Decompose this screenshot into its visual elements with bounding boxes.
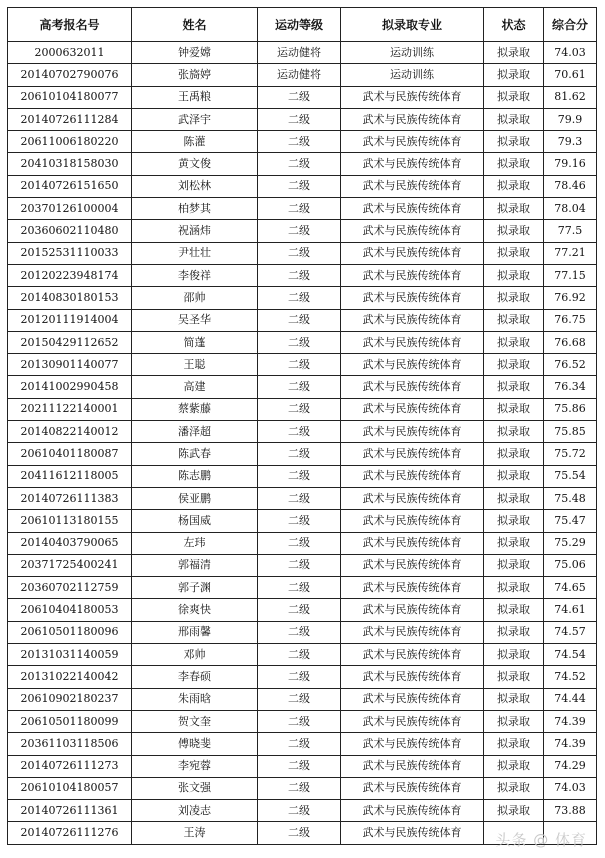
cell-major: 武术与民族传统体育 bbox=[341, 376, 484, 398]
header-sport-level: 运动等级 bbox=[258, 8, 341, 42]
cell-status: 拟录取 bbox=[484, 42, 544, 64]
cell-registration-number: 20130901140077 bbox=[8, 354, 132, 376]
cell-sport-level: 二级 bbox=[258, 577, 341, 599]
cell-sport-level: 二级 bbox=[258, 710, 341, 732]
cell-registration-number: 20140726151650 bbox=[8, 175, 132, 197]
cell-registration-number: 20131031140059 bbox=[8, 644, 132, 666]
cell-name: 吴圣华 bbox=[132, 309, 258, 331]
cell-registration-number: 20611006180220 bbox=[8, 131, 132, 153]
cell-score: 75.72 bbox=[544, 443, 597, 465]
cell-status: 拟录取 bbox=[484, 599, 544, 621]
table-row bbox=[8, 443, 597, 465]
cell-status: 拟录取 bbox=[484, 264, 544, 286]
cell-status: 拟录取 bbox=[484, 108, 544, 130]
cell-sport-level: 二级 bbox=[258, 554, 341, 576]
cell-registration-number: 20360702112759 bbox=[8, 577, 132, 599]
table-row bbox=[8, 309, 597, 331]
cell-score: 75.86 bbox=[544, 398, 597, 420]
cell-status: 拟录取 bbox=[484, 443, 544, 465]
cell-major: 武术与民族传统体育 bbox=[341, 309, 484, 331]
cell-status: 拟录取 bbox=[484, 220, 544, 242]
cell-score: 78.46 bbox=[544, 175, 597, 197]
cell-status: 拟录取 bbox=[484, 487, 544, 509]
watermark: 头条 @ 体育 bbox=[495, 831, 587, 849]
cell-major: 武术与民族传统体育 bbox=[341, 198, 484, 220]
cell-score: 77.5 bbox=[544, 220, 597, 242]
cell-major: 武术与民族传统体育 bbox=[341, 577, 484, 599]
cell-registration-number: 20610104180057 bbox=[8, 777, 132, 799]
cell-name: 王禹粮 bbox=[132, 86, 258, 108]
cell-status: 拟录取 bbox=[484, 198, 544, 220]
cell-status: 拟录取 bbox=[484, 777, 544, 799]
cell-name: 高建 bbox=[132, 376, 258, 398]
header-major: 拟录取专业 bbox=[341, 8, 484, 42]
cell-name: 简蓬 bbox=[132, 331, 258, 353]
cell-registration-number: 20361103118506 bbox=[8, 733, 132, 755]
admission-table bbox=[7, 7, 597, 845]
cell-name: 朱雨晗 bbox=[132, 688, 258, 710]
cell-major: 武术与民族传统体育 bbox=[341, 688, 484, 710]
cell-major: 武术与民族传统体育 bbox=[341, 175, 484, 197]
cell-score: 74.39 bbox=[544, 733, 597, 755]
cell-name: 蔡紫藤 bbox=[132, 398, 258, 420]
cell-major: 运动训练 bbox=[341, 42, 484, 64]
cell-status: 拟录取 bbox=[484, 621, 544, 643]
cell-registration-number: 20140403790065 bbox=[8, 532, 132, 554]
table-row bbox=[8, 131, 597, 153]
cell-registration-number: 20120223948174 bbox=[8, 264, 132, 286]
cell-sport-level: 二级 bbox=[258, 86, 341, 108]
cell-sport-level: 二级 bbox=[258, 376, 341, 398]
cell-score: 74.65 bbox=[544, 577, 597, 599]
cell-major: 武术与民族传统体育 bbox=[341, 777, 484, 799]
cell-major: 武术与民族传统体育 bbox=[341, 666, 484, 688]
cell-name: 陈灌 bbox=[132, 131, 258, 153]
cell-score: 74.52 bbox=[544, 666, 597, 688]
cell-name: 柏梦其 bbox=[132, 198, 258, 220]
cell-registration-number: 20150429112652 bbox=[8, 331, 132, 353]
cell-registration-number: 20152531110033 bbox=[8, 242, 132, 264]
cell-name: 李春硕 bbox=[132, 666, 258, 688]
cell-status: 拟录取 bbox=[484, 666, 544, 688]
cell-status: 拟录取 bbox=[484, 710, 544, 732]
cell-major: 武术与民族传统体育 bbox=[341, 108, 484, 130]
cell-name: 李宛蓉 bbox=[132, 755, 258, 777]
cell-registration-number: 20411612118005 bbox=[8, 465, 132, 487]
cell-score: 79.3 bbox=[544, 131, 597, 153]
cell-name: 钟爱嫦 bbox=[132, 42, 258, 64]
cell-registration-number: 20610902180237 bbox=[8, 688, 132, 710]
cell-registration-number: 20120111914004 bbox=[8, 309, 132, 331]
cell-score: 79.16 bbox=[544, 153, 597, 175]
cell-score: 77.15 bbox=[544, 264, 597, 286]
cell-status: 拟录取 bbox=[484, 131, 544, 153]
cell-status: 拟录取 bbox=[484, 242, 544, 264]
cell-major: 武术与民族传统体育 bbox=[341, 153, 484, 175]
cell-sport-level: 二级 bbox=[258, 421, 341, 443]
cell-registration-number: 20140726111273 bbox=[8, 755, 132, 777]
cell-sport-level: 二级 bbox=[258, 153, 341, 175]
cell-sport-level: 二级 bbox=[258, 465, 341, 487]
table-row bbox=[8, 465, 597, 487]
header-status: 状态 bbox=[484, 8, 544, 42]
cell-name: 傅晓斐 bbox=[132, 733, 258, 755]
cell-status: 拟录取 bbox=[484, 354, 544, 376]
cell-name: 徐爽快 bbox=[132, 599, 258, 621]
cell-score: 75.85 bbox=[544, 421, 597, 443]
table-row bbox=[8, 554, 597, 576]
cell-status: 拟录取 bbox=[484, 153, 544, 175]
cell-registration-number: 20610401180087 bbox=[8, 443, 132, 465]
cell-sport-level: 二级 bbox=[258, 443, 341, 465]
cell-sport-level: 二级 bbox=[258, 800, 341, 822]
cell-score: 76.92 bbox=[544, 287, 597, 309]
table-row bbox=[8, 376, 597, 398]
cell-sport-level: 运动健将 bbox=[258, 64, 341, 86]
table-row bbox=[8, 287, 597, 309]
table-row bbox=[8, 599, 597, 621]
cell-score: 70.61 bbox=[544, 64, 597, 86]
cell-score: 75.06 bbox=[544, 554, 597, 576]
cell-major: 武术与民族传统体育 bbox=[341, 710, 484, 732]
cell-score: 76.75 bbox=[544, 309, 597, 331]
cell-sport-level: 二级 bbox=[258, 220, 341, 242]
cell-status: 拟录取 bbox=[484, 577, 544, 599]
header-row bbox=[8, 8, 597, 42]
cell-score: 74.57 bbox=[544, 621, 597, 643]
cell-registration-number: 20131022140042 bbox=[8, 666, 132, 688]
cell-sport-level: 二级 bbox=[258, 198, 341, 220]
cell-registration-number: 20360602110480 bbox=[8, 220, 132, 242]
cell-score: 76.34 bbox=[544, 376, 597, 398]
cell-sport-level: 二级 bbox=[258, 822, 341, 844]
cell-major: 武术与民族传统体育 bbox=[341, 532, 484, 554]
table-row bbox=[8, 777, 597, 799]
cell-registration-number: 20610104180077 bbox=[8, 86, 132, 108]
cell-sport-level: 二级 bbox=[258, 599, 341, 621]
cell-major: 武术与民族传统体育 bbox=[341, 264, 484, 286]
table-header bbox=[8, 8, 597, 42]
cell-name: 杨国威 bbox=[132, 510, 258, 532]
cell-score: 74.29 bbox=[544, 755, 597, 777]
cell-score: 75.29 bbox=[544, 532, 597, 554]
cell-status: 拟录取 bbox=[484, 532, 544, 554]
cell-name: 武泽宇 bbox=[132, 108, 258, 130]
cell-registration-number: 2000632011 bbox=[8, 42, 132, 64]
table-row bbox=[8, 354, 597, 376]
cell-score: 78.04 bbox=[544, 198, 597, 220]
cell-score: 81.62 bbox=[544, 86, 597, 108]
cell-sport-level: 二级 bbox=[258, 131, 341, 153]
table-body bbox=[8, 42, 597, 845]
cell-name: 李俊祥 bbox=[132, 264, 258, 286]
table-row bbox=[8, 710, 597, 732]
cell-status: 拟录取 bbox=[484, 688, 544, 710]
header-registration-number: 高考报名号 bbox=[8, 8, 132, 42]
cell-registration-number: 20140726111284 bbox=[8, 108, 132, 130]
cell-sport-level: 二级 bbox=[258, 666, 341, 688]
cell-status: 拟录取 bbox=[484, 398, 544, 420]
cell-major: 武术与民族传统体育 bbox=[341, 242, 484, 264]
cell-sport-level: 二级 bbox=[258, 510, 341, 532]
cell-sport-level: 二级 bbox=[258, 487, 341, 509]
cell-score: 74.03 bbox=[544, 777, 597, 799]
cell-registration-number: 20410318158030 bbox=[8, 153, 132, 175]
cell-major: 武术与民族传统体育 bbox=[341, 354, 484, 376]
cell-major: 武术与民族传统体育 bbox=[341, 644, 484, 666]
cell-score: 74.54 bbox=[544, 644, 597, 666]
cell-status: 拟录取 bbox=[484, 510, 544, 532]
cell-sport-level: 二级 bbox=[258, 755, 341, 777]
table-row bbox=[8, 621, 597, 643]
cell-score: 76.52 bbox=[544, 354, 597, 376]
cell-major: 武术与民族传统体育 bbox=[341, 465, 484, 487]
cell-registration-number: 20370126100004 bbox=[8, 198, 132, 220]
cell-registration-number: 20140830180153 bbox=[8, 287, 132, 309]
table-row bbox=[8, 220, 597, 242]
cell-major: 武术与民族传统体育 bbox=[341, 287, 484, 309]
cell-status: 拟录取 bbox=[484, 86, 544, 108]
cell-name: 邵帅 bbox=[132, 287, 258, 309]
table-row bbox=[8, 86, 597, 108]
table-row bbox=[8, 331, 597, 353]
cell-major: 武术与民族传统体育 bbox=[341, 800, 484, 822]
cell-name: 郭福清 bbox=[132, 554, 258, 576]
cell-status: 拟录取 bbox=[484, 287, 544, 309]
cell-major: 运动训练 bbox=[341, 64, 484, 86]
cell-score: 75.47 bbox=[544, 510, 597, 532]
table-row bbox=[8, 421, 597, 443]
cell-sport-level: 二级 bbox=[258, 777, 341, 799]
table-row bbox=[8, 510, 597, 532]
cell-name: 尹壮壮 bbox=[132, 242, 258, 264]
cell-major: 武术与民族传统体育 bbox=[341, 220, 484, 242]
cell-status: 拟录取 bbox=[484, 733, 544, 755]
cell-score: 77.21 bbox=[544, 242, 597, 264]
table-row bbox=[8, 175, 597, 197]
table-row bbox=[8, 577, 597, 599]
cell-name: 贺文奎 bbox=[132, 710, 258, 732]
cell-sport-level: 二级 bbox=[258, 621, 341, 643]
cell-name: 王涛 bbox=[132, 822, 258, 844]
cell-sport-level: 二级 bbox=[258, 264, 341, 286]
cell-name: 潘泽超 bbox=[132, 421, 258, 443]
table-row bbox=[8, 688, 597, 710]
table-row bbox=[8, 108, 597, 130]
cell-registration-number: 20140726111361 bbox=[8, 800, 132, 822]
cell-major: 武术与民族传统体育 bbox=[341, 86, 484, 108]
cell-score: 79.9 bbox=[544, 108, 597, 130]
cell-score: 75.48 bbox=[544, 487, 597, 509]
cell-sport-level: 二级 bbox=[258, 644, 341, 666]
cell-sport-level: 二级 bbox=[258, 398, 341, 420]
cell-registration-number: 20140822140012 bbox=[8, 421, 132, 443]
cell-sport-level: 二级 bbox=[258, 733, 341, 755]
cell-score: 75.54 bbox=[544, 465, 597, 487]
cell-name: 左玮 bbox=[132, 532, 258, 554]
table-row bbox=[8, 666, 597, 688]
table-row bbox=[8, 64, 597, 86]
cell-major: 武术与民族传统体育 bbox=[341, 131, 484, 153]
cell-name: 刘凌志 bbox=[132, 800, 258, 822]
cell-sport-level: 二级 bbox=[258, 108, 341, 130]
cell-registration-number: 20610113180155 bbox=[8, 510, 132, 532]
cell-name: 郭子渊 bbox=[132, 577, 258, 599]
cell-status: 拟录取 bbox=[484, 755, 544, 777]
cell-registration-number: 20140726111276 bbox=[8, 822, 132, 844]
table-row bbox=[8, 487, 597, 509]
cell-registration-number: 20610501180099 bbox=[8, 710, 132, 732]
table-row bbox=[8, 398, 597, 420]
cell-name: 祝涵炜 bbox=[132, 220, 258, 242]
table-row bbox=[8, 532, 597, 554]
table-row bbox=[8, 264, 597, 286]
cell-status: 拟录取 bbox=[484, 376, 544, 398]
cell-sport-level: 二级 bbox=[258, 532, 341, 554]
cell-name: 侯亚鹏 bbox=[132, 487, 258, 509]
cell-status: 拟录取 bbox=[484, 554, 544, 576]
cell-score: 74.44 bbox=[544, 688, 597, 710]
cell-status: 拟录取 bbox=[484, 331, 544, 353]
cell-major: 武术与民族传统体育 bbox=[341, 554, 484, 576]
cell-status: 拟录取 bbox=[484, 800, 544, 822]
cell-sport-level: 二级 bbox=[258, 331, 341, 353]
cell-major: 武术与民族传统体育 bbox=[341, 755, 484, 777]
cell-sport-level: 二级 bbox=[258, 688, 341, 710]
cell-name: 张文强 bbox=[132, 777, 258, 799]
cell-major: 武术与民族传统体育 bbox=[341, 510, 484, 532]
cell-registration-number: 20141002990458 bbox=[8, 376, 132, 398]
cell-name: 张旖婷 bbox=[132, 64, 258, 86]
cell-registration-number: 20610501180096 bbox=[8, 621, 132, 643]
table-row bbox=[8, 800, 597, 822]
cell-score: 74.03 bbox=[544, 42, 597, 64]
table-row bbox=[8, 42, 597, 64]
cell-major: 武术与民族传统体育 bbox=[341, 621, 484, 643]
cell-name: 邢雨馨 bbox=[132, 621, 258, 643]
cell-major: 武术与民族传统体育 bbox=[341, 421, 484, 443]
cell-sport-level: 二级 bbox=[258, 242, 341, 264]
cell-registration-number: 20371725400241 bbox=[8, 554, 132, 576]
cell-name: 陈武春 bbox=[132, 443, 258, 465]
cell-major: 武术与民族传统体育 bbox=[341, 443, 484, 465]
cell-score: 74.39 bbox=[544, 710, 597, 732]
cell-status: 拟录取 bbox=[484, 64, 544, 86]
cell-sport-level: 二级 bbox=[258, 354, 341, 376]
cell-sport-level: 运动健将 bbox=[258, 42, 341, 64]
table-row bbox=[8, 153, 597, 175]
table-row bbox=[8, 198, 597, 220]
cell-sport-level: 二级 bbox=[258, 309, 341, 331]
cell-score: 76.68 bbox=[544, 331, 597, 353]
cell-major: 武术与民族传统体育 bbox=[341, 733, 484, 755]
cell-registration-number: 20140726111383 bbox=[8, 487, 132, 509]
cell-name: 王聪 bbox=[132, 354, 258, 376]
cell-major: 武术与民族传统体育 bbox=[341, 487, 484, 509]
cell-major: 武术与民族传统体育 bbox=[341, 331, 484, 353]
cell-registration-number: 20140702790076 bbox=[8, 64, 132, 86]
cell-major: 武术与民族传统体育 bbox=[341, 398, 484, 420]
cell-status: 拟录取 bbox=[484, 309, 544, 331]
cell-name: 邓帅 bbox=[132, 644, 258, 666]
cell-name: 陈志鹏 bbox=[132, 465, 258, 487]
header-score: 综合分 bbox=[544, 8, 597, 42]
cell-registration-number: 20610404180053 bbox=[8, 599, 132, 621]
cell-status: 拟录取 bbox=[484, 465, 544, 487]
cell-name: 刘松林 bbox=[132, 175, 258, 197]
table-row bbox=[8, 644, 597, 666]
cell-sport-level: 二级 bbox=[258, 287, 341, 309]
cell-score: 74.61 bbox=[544, 599, 597, 621]
cell-status: 拟录取 bbox=[484, 644, 544, 666]
cell-score: 73.88 bbox=[544, 800, 597, 822]
table-row bbox=[8, 755, 597, 777]
table-row bbox=[8, 242, 597, 264]
table-row bbox=[8, 733, 597, 755]
cell-status: 拟录取 bbox=[484, 175, 544, 197]
cell-sport-level: 二级 bbox=[258, 175, 341, 197]
cell-major: 武术与民族传统体育 bbox=[341, 822, 484, 844]
cell-major: 武术与民族传统体育 bbox=[341, 599, 484, 621]
cell-status: 拟录取 bbox=[484, 421, 544, 443]
header-name: 姓名 bbox=[132, 8, 258, 42]
cell-name: 黄文俊 bbox=[132, 153, 258, 175]
cell-registration-number: 20211122140001 bbox=[8, 398, 132, 420]
